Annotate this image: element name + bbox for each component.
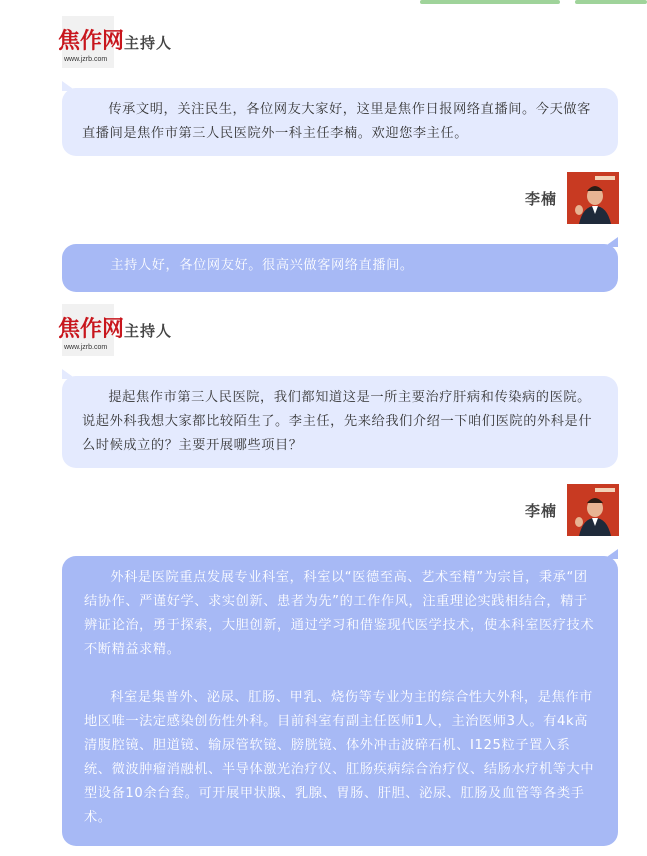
guest-avatar <box>567 172 619 224</box>
host-message-bubble <box>62 376 618 468</box>
guest-speaker-header <box>525 172 619 224</box>
host-name: 主持人 <box>124 321 173 340</box>
logo-domain-text: www.jzrb.com <box>64 56 108 63</box>
guest-name: 李楠 <box>524 501 557 520</box>
guest-message-bubble <box>62 556 618 846</box>
message-text: 科室是集普外、泌尿、肛肠、甲乳、烧伤等专业为主的综合性大外科，是焦作市地区唯一法定感染创伤性外科。目前科室有副主任医师1人，主治医师3人。有4k高清腹腔镜、胆道镜、输尿管软镜、膀胱镜、体外冲击波碎石机、I125粒子置入系统、微波肿瘤消融机、半导体激光治疗仪、肛肠疾病综合治疗仪、结肠水疗机等大中型设备10余台套。可开展甲状腺、乳腺、胃肠、肝胆、泌尿、肛肠及血管等各类手术。 <box>84 690 595 825</box>
host-message-bubble <box>62 88 618 156</box>
host-logo-avatar <box>58 16 125 68</box>
message-text: 提起焦作市第三人民医院，我们都知道这是一所主要治疗肝病和传染病的医院。说起外科我想大家都比较陌生了。李主任，先来给我们介绍一下咱们医院的外科是什么时候成立的？主要开展哪些项目？ <box>82 390 593 453</box>
guest-name: 李楠 <box>524 189 557 208</box>
host-speaker-header <box>58 16 173 68</box>
host-speaker-header <box>58 304 173 356</box>
logo-mark-text: 焦作网 <box>58 316 125 341</box>
host-logo-avatar <box>58 304 125 356</box>
top-divider <box>0 0 647 6</box>
host-name: 主持人 <box>124 33 173 52</box>
guest-message-bubble <box>62 244 618 292</box>
message-text: 传承文明，关注民生，各位网友大家好，这里是焦作日报网络直播间。今天做客直播间是焦作市第三人民医院外一科主任李楠。欢迎您李主任。 <box>82 102 591 141</box>
message-text: 外科是医院重点发展专业科室，科室以“医德至高、艺术至精”为宗旨，秉承“团结协作、严谨好学、求实创新、患者为先”的工作作风，注重理论实践相结合，精于辨证论治，勇于探索，大胆创新，通过学习和借鉴现代医学技术，使本科室医疗技术不断精益求精。 <box>84 570 595 657</box>
message-text: 主持人好，各位网友好。很高兴做客网络直播间。 <box>110 258 414 273</box>
guest-avatar <box>567 484 619 536</box>
guest-speaker-header <box>525 484 619 536</box>
logo-mark-text: 焦作网 <box>58 28 125 53</box>
logo-domain-text: www.jzrb.com <box>64 344 108 351</box>
